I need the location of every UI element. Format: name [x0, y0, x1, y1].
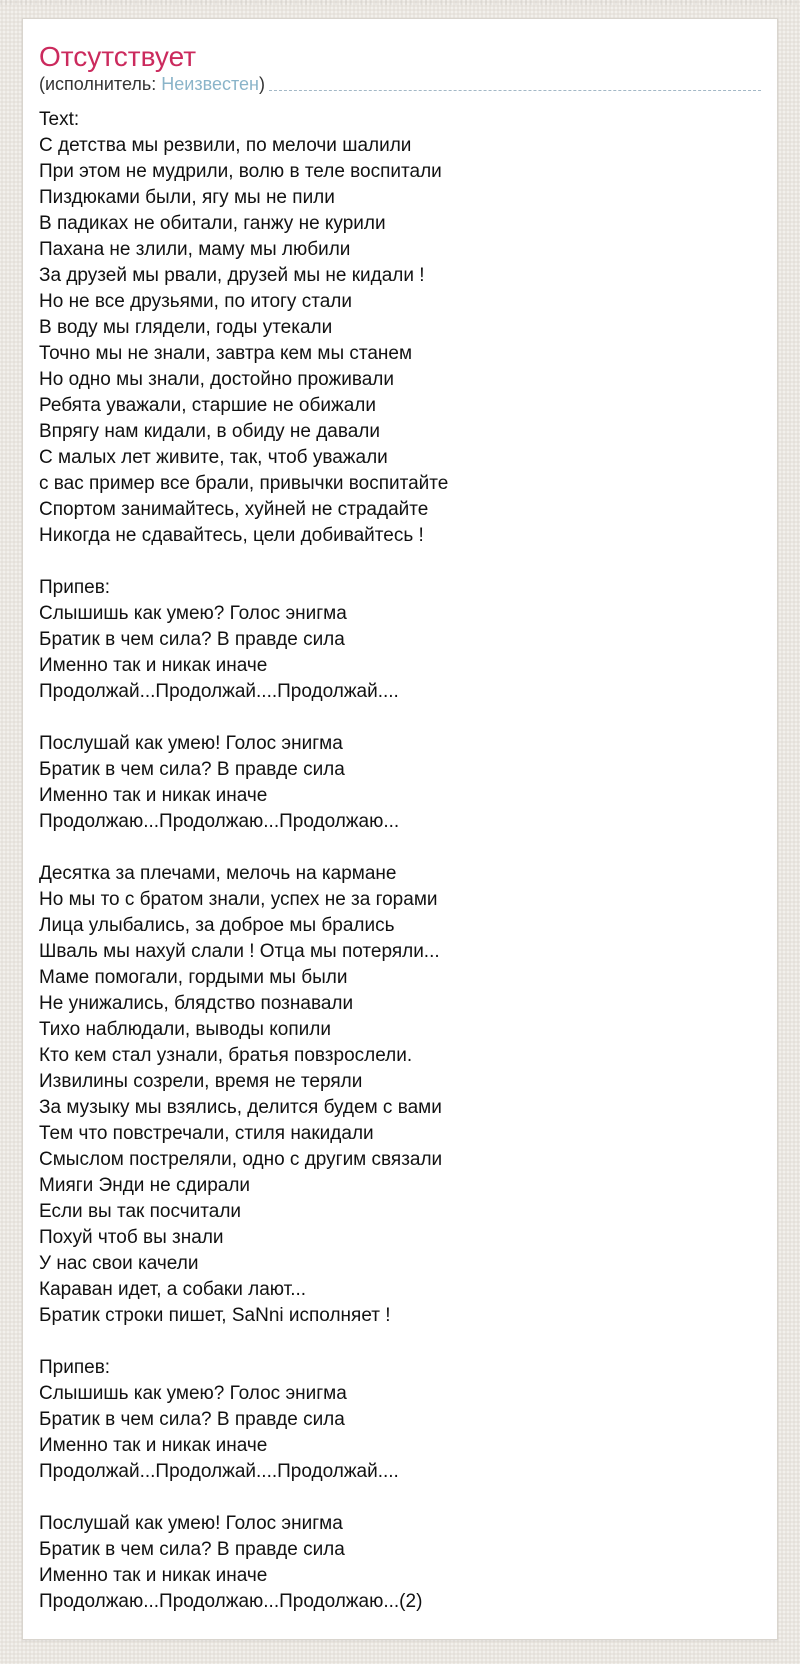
lyric-line: Припев: — [39, 577, 111, 598]
lyric-line: Извилины созрели, время не теряли — [39, 1071, 363, 1092]
lyric-line: Продолжаю...Продолжаю...Продолжаю... — [39, 811, 400, 832]
lyric-line: Продолжай...Продолжай....Продолжай.... — [39, 1461, 399, 1482]
lyric-line: Именно так и никак иначе — [39, 655, 268, 676]
lyric-line: За музыку мы взялись, делится будем с вами — [39, 1097, 442, 1118]
artist-label-suffix: ) — [258, 74, 265, 94]
lyric-line: Пиздюками были, ягу мы не пили — [39, 187, 335, 208]
lyric-line: В воду мы глядели, годы утекали — [39, 317, 333, 338]
lyric-line: Text: — [39, 109, 80, 130]
song-title: Отсутствует — [39, 41, 197, 72]
lyric-line: Братик в чем сила? В правде сила — [39, 759, 345, 780]
lyric-line: Припев: — [39, 1357, 111, 1378]
lyric-line: Точно мы не знали, завтра кем мы станем — [39, 343, 413, 364]
lyric-line: Кто кем стал узнали, братья повзрослели. — [39, 1045, 413, 1066]
lyric-line: У нас свои качели — [39, 1253, 199, 1274]
lyric-line: Продолжай...Продолжай....Продолжай.... — [39, 681, 399, 702]
lyric-line: Именно так и никак иначе — [39, 1435, 268, 1456]
lyrics-card — [22, 18, 778, 1640]
lyric-line: Продолжаю...Продолжаю...Продолжаю...(2) — [39, 1591, 423, 1612]
lyric-line: Слышишь как умею? Голос энигма — [39, 603, 347, 624]
lyric-line — [39, 835, 761, 861]
page-top-texture — [0, 0, 800, 5]
lyric-line: Послушай как умею! Голос энигма — [39, 1513, 343, 1534]
lyric-line: Тихо наблюдали, выводы копили — [39, 1019, 331, 1040]
lyric-line: Никогда не сдавайтесь, цели добивайтесь ! — [39, 525, 424, 546]
lyric-line: Но одно мы знали, достойно проживали — [39, 369, 395, 390]
lyric-line: За друзей мы рвали, друзей мы не кидали ! — [39, 265, 425, 286]
lyric-line: При этом не мудрили, волю в теле воспитали — [39, 161, 442, 182]
lyric-line: Шваль мы нахуй слали ! Отца мы потеряли... — [39, 941, 440, 962]
artist-label-prefix: (исполнитель: — [39, 74, 157, 94]
lyric-line: В падиках не обитали, ганжу не курили — [39, 213, 386, 234]
lyric-line: Десятка за плечами, мелочь на кармане — [39, 863, 397, 884]
lyric-line: с вас пример все брали, привычки воспитайте — [39, 473, 449, 494]
dashed-separator — [269, 90, 761, 91]
lyric-line: Ребята уважали, старшие не обижали — [39, 395, 376, 416]
lyric-line: Именно так и никак иначе — [39, 785, 268, 806]
artist-row — [39, 73, 761, 95]
lyric-line: Братик в чем сила? В правде сила — [39, 1539, 345, 1560]
artist-link[interactable]: Неизвестен — [161, 74, 259, 94]
lyric-line: Братик строки пишет, SaNni исполняет ! — [39, 1305, 391, 1326]
lyric-line — [39, 549, 761, 575]
lyric-line: Караван идет, а собаки лают... — [39, 1279, 307, 1300]
lyric-line: Братик в чем сила? В правде сила — [39, 629, 345, 650]
lyric-line: С малых лет живите, так, чтоб уважали — [39, 447, 388, 468]
lyric-line: Пахана не злили, маму мы любили — [39, 239, 351, 260]
lyric-line — [39, 705, 761, 731]
lyric-line: Если вы так посчитали — [39, 1201, 242, 1222]
lyric-line: Спортом занимайтесь, хуйней не страдайте — [39, 499, 429, 520]
lyric-line: Впрягу нам кидали, в обиду не давали — [39, 421, 380, 442]
lyric-line: Смыслом постреляли, одно с другим связали — [39, 1149, 443, 1170]
lyric-line: С детства мы резвили, по мелочи шалили — [39, 135, 412, 156]
lyric-line: Слышишь как умею? Голос энигма — [39, 1383, 347, 1404]
lyric-line: Послушай как умею! Голос энигма — [39, 733, 343, 754]
lyric-line: Братик в чем сила? В правде сила — [39, 1409, 345, 1430]
lyric-line — [39, 1329, 761, 1355]
lyric-line: Именно так и никак иначе — [39, 1565, 268, 1586]
lyric-line: Маме помогали, гордыми мы были — [39, 967, 348, 988]
lyrics-text — [39, 107, 761, 1615]
lyric-line: Но мы то с братом знали, успех не за горами — [39, 889, 438, 910]
lyric-line: Лица улыбались, за доброе мы брались — [39, 915, 395, 936]
lyric-line: Не унижались, блядство познавали — [39, 993, 354, 1014]
lyric-line: Тем что повстречали, стиля накидали — [39, 1123, 374, 1144]
lyric-line: Но не все друзьями, по итогу стали — [39, 291, 352, 312]
lyric-line: Похуй чтоб вы знали — [39, 1227, 224, 1248]
lyric-line: Мияги Энди не сдирали — [39, 1175, 251, 1196]
lyric-line — [39, 1485, 761, 1511]
